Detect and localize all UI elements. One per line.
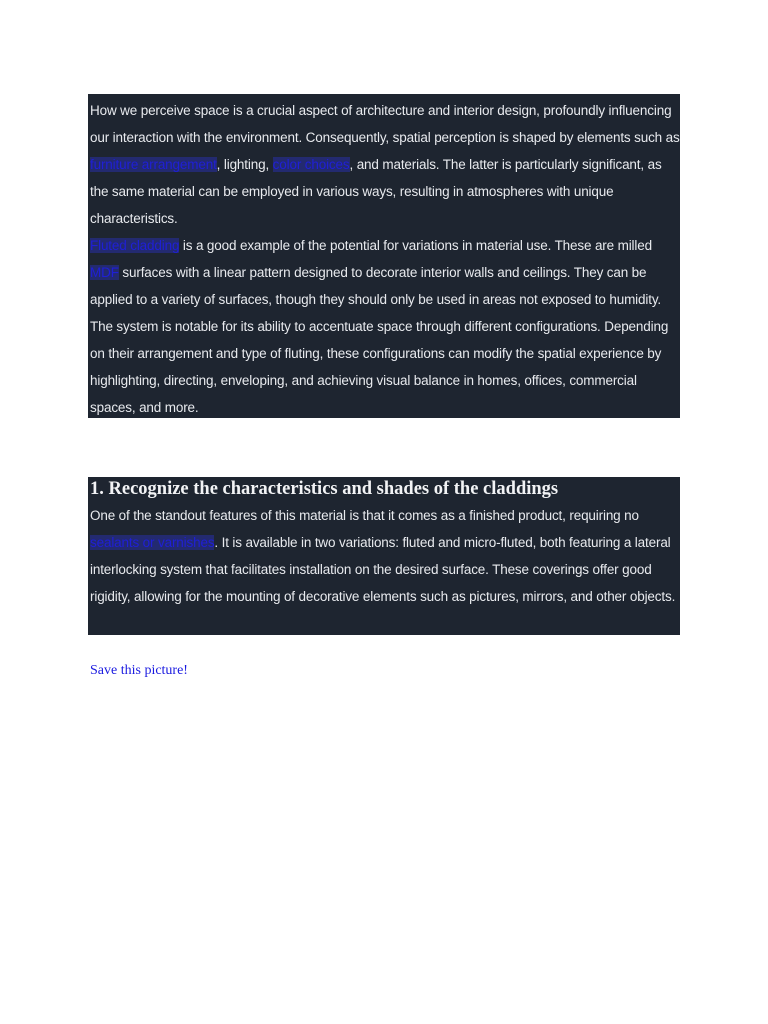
save-picture-link[interactable]: Save this picture! <box>90 663 188 678</box>
color-choices-link[interactable]: color choices <box>272 157 350 172</box>
intro-text-1b: , lighting, <box>216 157 273 172</box>
intro-text-1c: , and materials. The latter is particularly significant, as the same material can be employed in various ways, resulting in atmospheres with unique characteristics. <box>90 157 662 226</box>
intro-text-block <box>88 94 680 418</box>
section-1-block <box>88 477 680 635</box>
intro-text-1a: How we perceive space is a crucial aspect of architecture and interior design, profoundly influencing our interaction with the environment. Consequently, spatial perception is shaped by elements such as <box>90 103 680 145</box>
sealants-varnishes-link[interactable]: sealants or varnishes <box>90 535 215 550</box>
section-1-heading: 1. Recognize the characteristics and shades of the claddings <box>90 479 559 499</box>
fluted-cladding-link[interactable]: Fluted cladding <box>90 238 180 253</box>
section-1-text-a: One of the standout features of this material is that it comes as a finished product, requiring no <box>90 508 639 523</box>
intro-paragraph-2 <box>90 232 680 421</box>
furniture-arrangement-link[interactable]: furniture arrangement <box>90 157 217 172</box>
section-1-text-b: . It is available in two variations: fluted and micro-fluted, both featuring a lateral interlocking system that facilitates installation on the desired surface. These coverings offer good rigidity, allowing for the mounting of decorative elements such as pictures, mirrors, and other objects. <box>90 535 676 604</box>
mdf-link[interactable]: MDF <box>90 265 119 280</box>
intro-text-2b: surfaces with a linear pattern designed to decorate interior walls and ceilings. They can be applied to a variety of surfaces, though they should only be used in areas not exposed to humidity. The system is notable for its ability to accentuate space through different configurations. Depending on their arrangement and type of fluting, these configurations can modify the spatial experience by highlighting, directing, enveloping, and achieving visual balance in homes, offices, commercial spaces, and more. <box>90 265 669 415</box>
section-1-paragraph <box>90 502 680 610</box>
intro-text-2a: is a good example of the potential for variations in material use. These are milled <box>179 238 652 253</box>
intro-paragraph-1 <box>90 97 680 232</box>
